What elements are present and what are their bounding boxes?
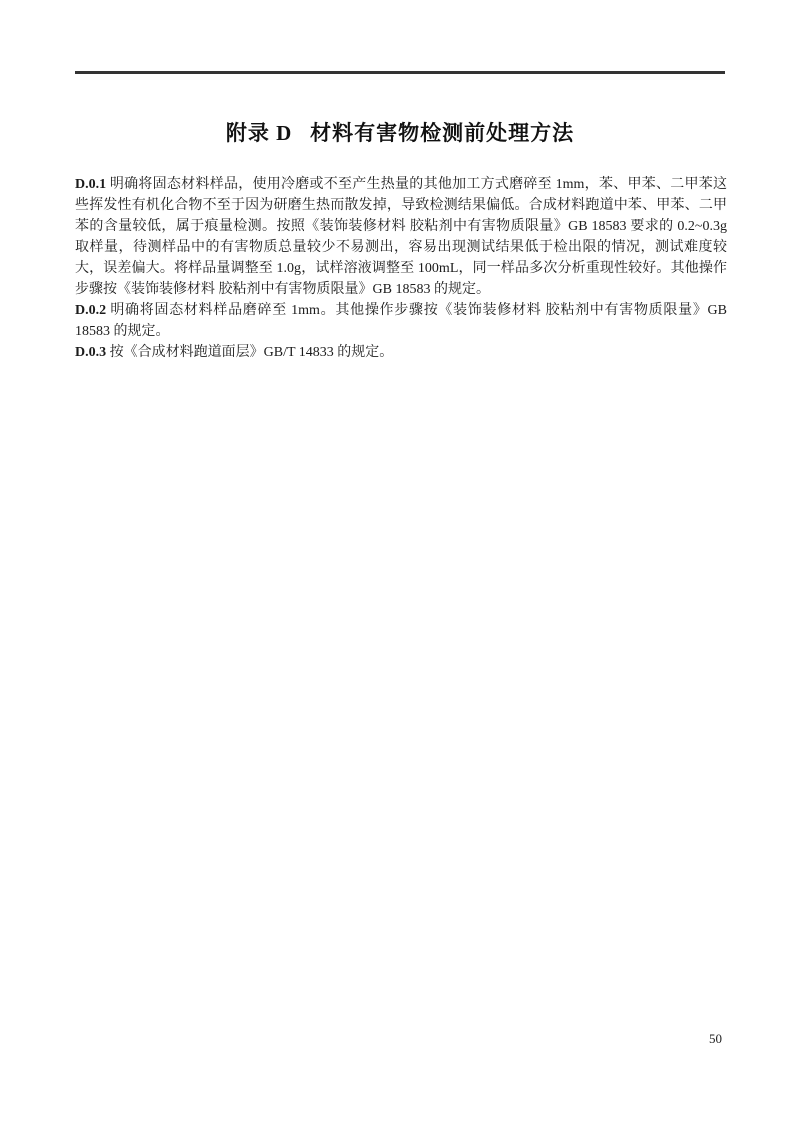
paragraph xyxy=(75,174,727,300)
clause-text: 明确将固态材料样品磨碎至 1mm。其他操作步骤按《装饰装修材料 胶粘剂中有害物质限量》GB 18583 的规定。 xyxy=(75,303,727,339)
title-text: 材料有害物检测前处理方法 xyxy=(310,121,575,145)
header-rule xyxy=(75,71,725,74)
clause-text: 按《合成材料跑道面层》GB/T 14833 的规定。 xyxy=(109,345,394,360)
clause-number: D.0.2 xyxy=(75,303,107,318)
paragraph xyxy=(75,342,727,363)
page-number: 50 xyxy=(709,1031,722,1046)
page-title xyxy=(0,117,800,147)
clause-number: D.0.3 xyxy=(75,345,107,360)
body-paragraphs xyxy=(75,174,727,363)
appendix-label: 附录 D xyxy=(225,121,293,145)
clause-number: D.0.1 xyxy=(75,177,107,192)
paragraph xyxy=(75,300,727,342)
clause-text: 明确将固态材料样品，使用冷磨或不至产生热量的其他加工方式磨碎至 1mm，苯、甲苯、二甲苯这些挥发性有机化合物不至于因为研磨生热而散发掉，导致检测结果偏低。合成材料跑道中苯、甲苯、二甲苯的含量较低，属于痕量检测。按照《装饰装修材料 胶粘剂中有害物质限量》GB 18583 要求的 0.2~0.3g 取样量，待测样品中的有害物质总量较少不易测出，容易出现测试结果低于检出限的情况，测试难度较大，误差偏大。将样品量调整至 1.0g，试样溶液调整至 100mL，同一样品多次分析重现性较好。其他操作步骤按《装饰装修材料 胶粘剂中有害物质限量》GB 18583 的规定。 xyxy=(75,177,728,297)
